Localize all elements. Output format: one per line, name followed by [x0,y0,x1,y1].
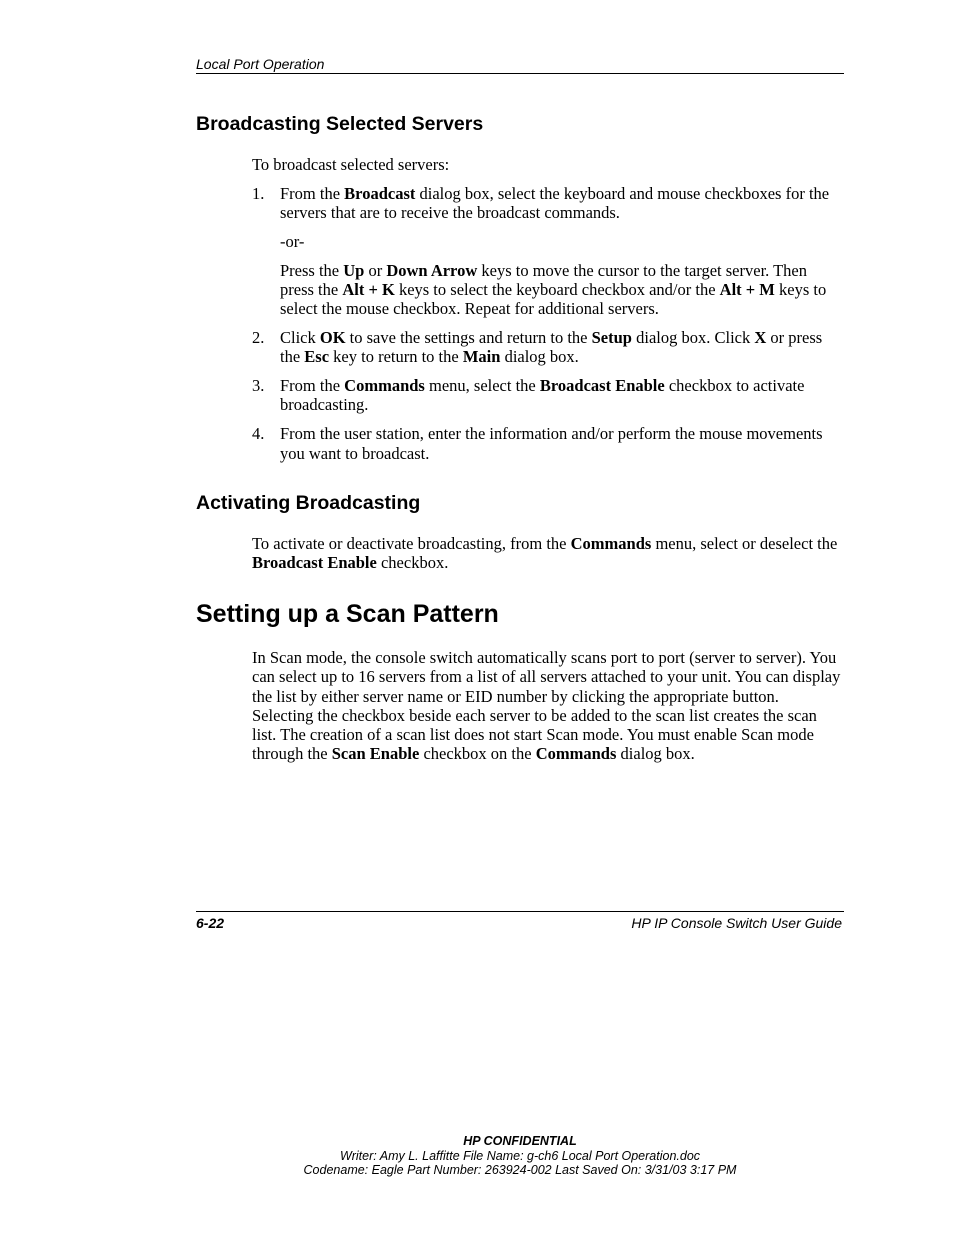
steps-list [252,184,842,463]
step-4 [252,424,842,463]
writer-info: Writer: Amy L. Laffitte File Name: g-ch6 Local Port Operation.doc [339,1148,701,1163]
step-number: 1. [252,183,265,203]
broadcast-selected-body [252,155,842,463]
section-heading-broadcasting-selected-servers: Broadcasting Selected Servers [196,113,484,135]
header-rule [196,73,844,74]
step-1-text: From the Broadcast dialog box, select the keyboard and mouse checkboxes for the servers that are to receive the broadcast commands. [280,183,830,223]
intro-paragraph: To broadcast selected servers: [252,155,450,174]
step-2 [252,328,842,367]
scan-body [252,648,842,764]
page-number: 6-22 [196,915,225,931]
step-4-text: From the user station, enter the information and/or perform the mouse movements you want to broadcast. [280,424,823,463]
running-header: Local Port Operation [196,56,325,72]
confidential-block [0,1134,954,1178]
step-2-text: Click OK to save the settings and return to the Setup dialog box. Click X or press the Esc key to return to the Main dialog box. [280,328,823,367]
step-3 [252,376,842,415]
guide-title: HP IP Console Switch User Guide [631,915,842,931]
activating-paragraph: To activate or deactivate broadcasting, from the Commands menu, select or deselect the Broadcast Enable checkbox. [252,534,838,573]
codename-info: Codename: Eagle Part Number: 263924-002 Last Saved On: 3/31/03 3:17 PM [303,1163,737,1177]
footer-rule [196,911,844,912]
confidential-label: HP CONFIDENTIAL [463,1134,577,1148]
activating-body [252,534,842,573]
step-1-alternative: Press the Up or Down Arrow keys to move the cursor to the target server. Then press the Alt + K keys to select the keyboard checkbox and/or the Alt + M keys to select the mouse checkbox. Repeat for additional servers. [280,260,827,319]
step-number: 4. [252,424,265,444]
step-1-or: -or- [280,231,305,251]
step-3-text: From the Commands menu, select the Broadcast Enable checkbox to activate broadcasting. [280,376,805,415]
scan-paragraph: In Scan mode, the console switch automatically scans port to port (server to server). You can select up to 16 servers from a list of all servers attached to your unit. You can display the list by either server name or EID number by clicking the appropriate button. Selecting the checkbox beside each server to be added to the scan list creates the scan list. The creation of a scan list does not start Scan mode. You must enable Scan mode through the Scan Enable checkbox on the Commands dialog box. [252,648,841,764]
section-heading-activating-broadcasting: Activating Broadcasting [196,492,421,514]
step-1 [252,184,842,319]
step-number: 3. [252,376,265,396]
step-number: 2. [252,328,265,348]
section-heading-scan-pattern: Setting up a Scan Pattern [196,600,499,628]
